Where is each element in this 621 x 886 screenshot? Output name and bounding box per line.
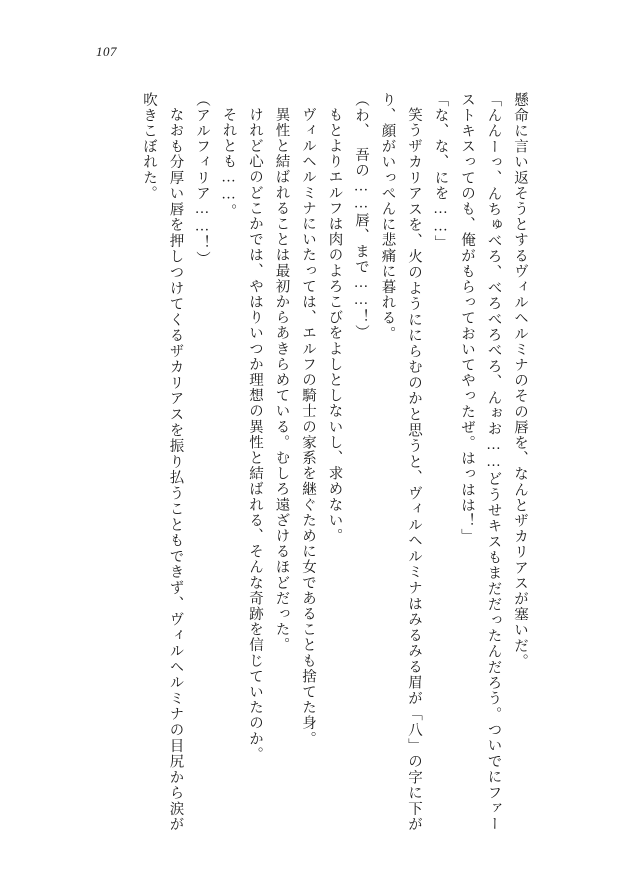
paragraph: けれど心のどこかでは、やはりいつか理想の異性と結ばれる、そんな奇跡を信じていたのか。 <box>247 106 263 762</box>
paragraph: （アルフィリア……！） <box>194 92 210 267</box>
page-body-text <box>88 92 533 832</box>
paragraph: なおも分厚い唇を押しつけてくるザカリアスを振り払うこともできず、ヴィルヘルミナの目尻から涙が吹きこぼれた。 <box>141 92 184 832</box>
paragraph: （わ、 吾の……唇、まで……！） <box>353 92 369 341</box>
paragraph: 笑うザカリアスを、火のようににらむのかと思うと、ヴィルヘルミナはみるみる眉が「八」の字に下がり、顔がいっぺんに悲痛に暮れる。 <box>379 92 422 832</box>
paragraph: 「んんーっ、んちゅべろ、べろべろべろ、んぉお……どうせキスもまだだったんだろう。ついでにファーストキスってのも、俺がもらっておいてやったぜ。はっはは！」 <box>459 92 502 832</box>
paragraph: ヴィルヘルミナにいたっては、エルフの騎士の家系を継ぐために女であることも捨てた身。 <box>300 106 316 747</box>
paragraph: 懸命に言い返そうとするヴィルヘルミナのその唇を、なんとザカリアスが塞いだ。 <box>512 92 528 670</box>
paragraph: 異性と結ばれることは最初からあきらめている。むしろ遠ざけるほどだった。 <box>273 106 290 653</box>
paragraph: 「な、な、にを……」 <box>432 92 449 251</box>
paragraph: それとも……。 <box>220 106 237 219</box>
page-number: 107 <box>96 44 117 59</box>
paragraph: もとよりエルフは肉のよろこびをよしとしないし、求めない。 <box>326 106 343 544</box>
